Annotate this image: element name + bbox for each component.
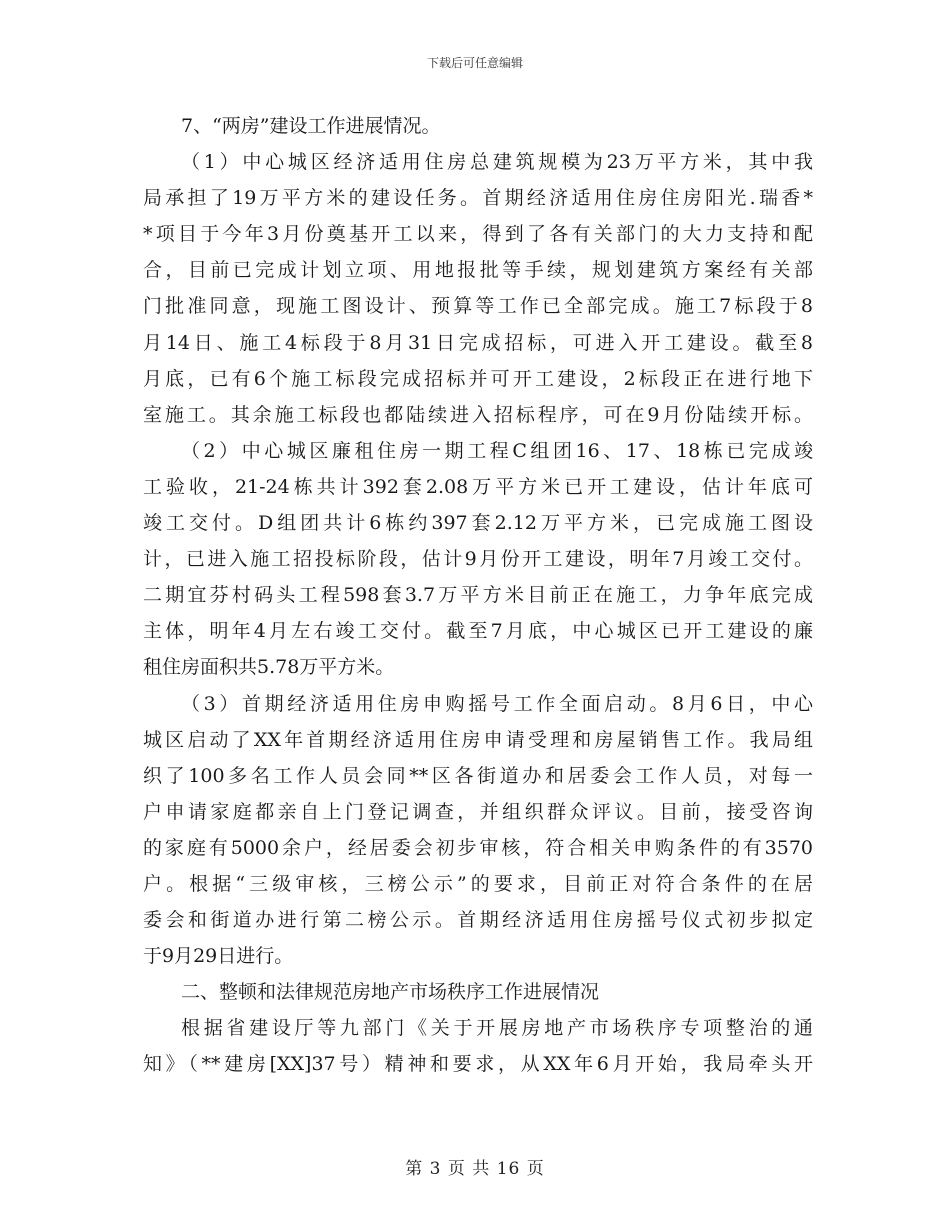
section-heading: 7、“两房”建设工作进展情况。 xyxy=(181,115,441,137)
paragraph-line: 局承担了19万平方米的建设任务。首期经济适用住房住房阳光.瑞香* xyxy=(143,187,813,210)
paragraph-line: 主体，明年4月左右竣工交付。截至7月底，中心城区已开工建设的廉 xyxy=(143,620,813,643)
header-note: 下载后可任意编辑 xyxy=(426,56,523,70)
document-body xyxy=(143,108,813,1083)
paragraph-line: 城区启动了XX年首期经济适用住房申请受理和房屋销售工作。我局组 xyxy=(143,728,813,751)
paragraph-line: 户申请家庭都亲自上门登记调查，并组织群众评议。目前，接受咨询 xyxy=(143,800,813,823)
paragraph-line: 根据省建设厅等九部门《关于开展房地产市场秩序专项整治的通 xyxy=(181,1017,813,1040)
paragraph-line: 织了100多名工作人员会同**区各街道办和居委会工作人员，对每一 xyxy=(143,764,813,787)
paragraph-line: 户。根据“三级审核，三榜公示”的要求，目前正对符合条件的在居 xyxy=(143,872,813,895)
paragraph-line: 合，目前已完成计划立项、用地报批等手续，规划建筑方案经有关部 xyxy=(143,259,813,282)
paragraph-line: 月14日、施工4标段于8月31日完成招标，可进入开工建设。截至8 xyxy=(143,331,813,354)
paragraph-line: 门批准同意，现施工图设计、预算等工作已全部完成。施工7标段于8 xyxy=(143,295,813,318)
paragraph-line: 租住房面积共5.78万平方米。 xyxy=(143,656,395,679)
paragraph-line: （1）中心城区经济适用住房总建筑规模为23万平方米，其中我 xyxy=(181,151,813,174)
paragraph-line: *项目于今年3月份奠基开工以来，得到了各有关部门的大力支持和配 xyxy=(143,223,813,246)
paragraph-line: （3）首期经济适用住房申购摇号工作全面启动。8月6日，中心 xyxy=(181,692,813,715)
paragraph-line: 计，已进入施工招投标阶段，估计9月份开工建设，明年7月竣工交付。 xyxy=(143,548,813,571)
paragraph-line: 月底，已有6个施工标段完成招标并可开工建设，2标段正在进行地下 xyxy=(143,367,813,390)
paragraph-line: 于9月29日进行。 xyxy=(143,945,294,968)
paragraph-line: 工验收，21-24栋共计392套2.08万平方米已开工建设，估计年底可 xyxy=(143,475,813,498)
paragraph-line: 室施工。其余施工标段也都陆续进入招标程序，可在9月份陆续开标。 xyxy=(143,403,813,426)
paragraph-line: 的家庭有5000余户，经居委会初步审核，符合相关申购条件的有3570 xyxy=(143,836,813,859)
page-footer: 第 3 页 共 16 页 xyxy=(405,1159,545,1179)
paragraph-line: 委会和街道办进行第二榜公示。首期经济适用住房摇号仪式初步拟定 xyxy=(143,909,813,932)
paragraph-line: 知》（**建房[XX]37号）精神和要求，从XX年6月开始，我局牵头开 xyxy=(143,1053,813,1076)
paragraph-line: （2）中心城区廉租住房一期工程C组团16、17、18栋已完成竣 xyxy=(181,439,813,462)
paragraph-line: 二期宜芬村码头工程598套3.7万平方米目前正在施工，力争年底完成 xyxy=(143,584,813,607)
section-heading: 二、整顿和法律规范房地产市场秩序工作进展情况 xyxy=(181,981,600,1004)
paragraph-line: 竣工交付。D组团共计6栋约397套2.12万平方米，已完成施工图设 xyxy=(143,512,813,535)
